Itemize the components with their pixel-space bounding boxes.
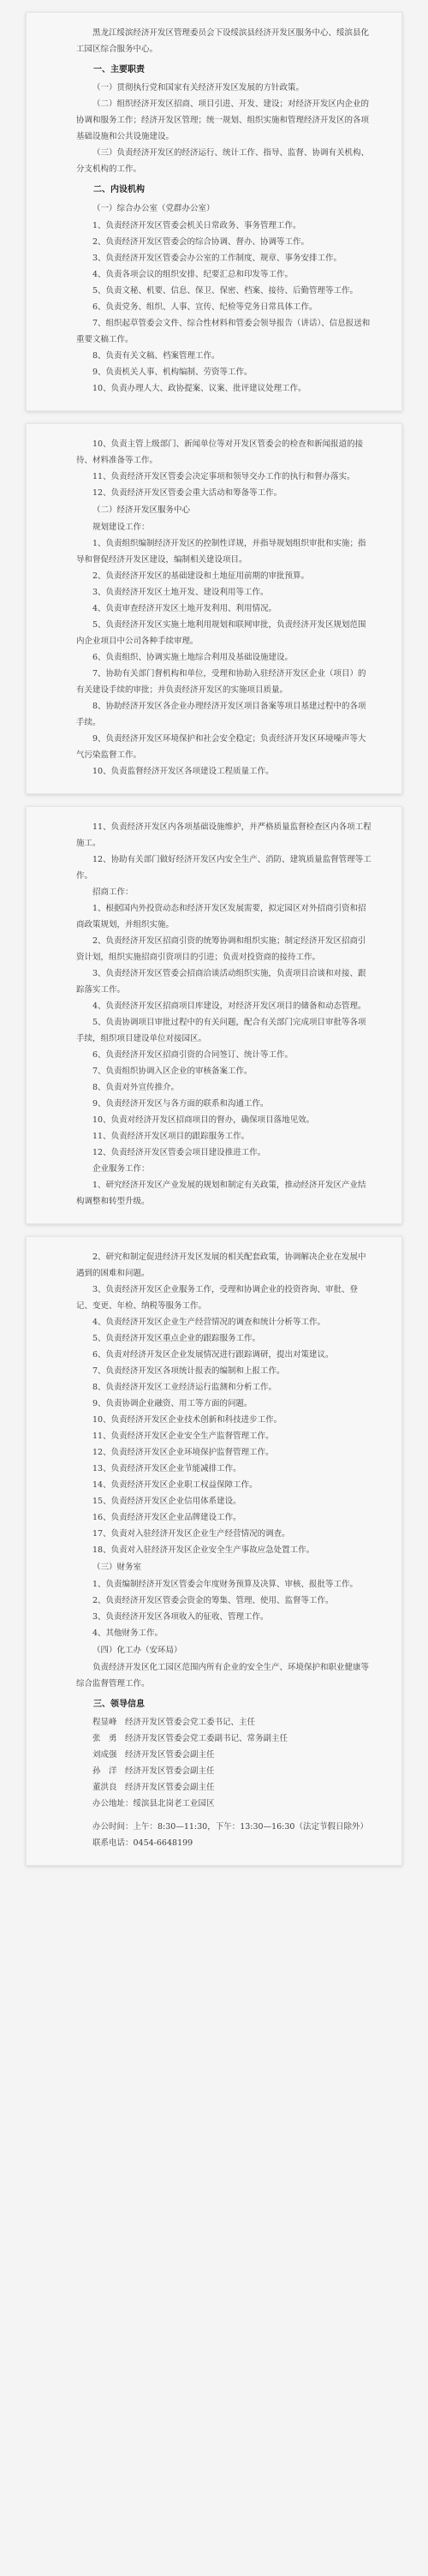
paragraph: 负责经济开发区化工园区范围内所有企业的安全生产、环境保护和职业健康等综合监督管理工作。 xyxy=(76,1663,370,1688)
paragraph: 7、负责经济开发区各项统计报表的编制和上报工作。 xyxy=(92,1366,285,1376)
paragraph: 董洪良 经济开发区管委会副主任 xyxy=(92,1783,215,1792)
subsection-heading: （三）财务室 xyxy=(92,1563,142,1572)
paragraph: 4、负责经济开发区招商项目库建设，对经济开发区项目的储备和动态管理。 xyxy=(92,1001,366,1011)
paragraph: 8、负责对外宣传推介。 xyxy=(92,1083,180,1092)
paragraph: 4、负责经济开发区企业生产经营情况的调查和统计分析等工作。 xyxy=(92,1318,326,1327)
paragraph: 黑龙江绥滨经济开发区管理委员会下设绥滨县经济开发区服务中心、绥滨县化工园区综合服务中心。 xyxy=(76,28,370,54)
paragraph: 10、负责经济开发区企业技术创新和科技进步工作。 xyxy=(92,1415,282,1425)
paragraph: 企业服务工作： xyxy=(92,1164,150,1174)
paragraph: 2、负责经济开发区管委会的综合协调、督办、协调等工作。 xyxy=(92,237,310,247)
paragraph: 5、负责协调项目审批过程中的有关问题，配合有关部门完成项目审批等各项手续，组织项目建设单位对接园区。 xyxy=(76,1018,366,1043)
paragraph: 孙 洋 经济开发区管委会副主任 xyxy=(92,1766,215,1776)
paragraph: 18、负责对入驻经济开发区企业安全生产事故应急处置工作。 xyxy=(92,1545,315,1555)
paragraph: 12、负责经济开发区管委会重大活动和筹备等工作。 xyxy=(92,488,282,498)
paragraph: 12、负责经济开发区企业环境保护监督管理工作。 xyxy=(92,1448,274,1457)
paragraph: 规划建设工作： xyxy=(92,523,150,532)
paragraph: （二）组织经济开发区招商、项目引进、开发、建设；对经济开发区内企业的协调和服务工作；经济开发区管理；统一规划、组织实施和管理经济开发区的各项基础设施和公共设施建设。 xyxy=(76,99,370,141)
paragraph: 17、负责对入驻经济开发区企业生产经营情况的调查。 xyxy=(92,1529,290,1539)
paragraph: 9、负责机关人事、机构编制、劳资等工作。 xyxy=(92,368,253,377)
paragraph: 12、负责经济开发区管委会项目建设推进工作。 xyxy=(92,1148,266,1157)
paragraph: 1、负责编制经济开发区管委会年度财务预算及决算、审核、报批等工作。 xyxy=(92,1580,359,1589)
subsection-heading: （四）化工办（安环局） xyxy=(92,1646,182,1655)
paragraph: 3、负责经济开发区各项收入的征收、管理工作。 xyxy=(92,1612,269,1622)
paragraph: 5、负责文秘、机要、信息、保卫、保密、档案、接待、后勤管理等工作。 xyxy=(92,286,359,296)
paragraph: 11、负责经济开发区企业安全生产监督管理工作。 xyxy=(92,1431,274,1441)
paragraph: 10、负责监督经济开发区各项建设工程质量工作。 xyxy=(92,767,274,776)
paragraph: 5、负责经济开发区实施土地利用规划和联网审批，负责经济开发区规划范围内企业项目中公司各种手续审理。 xyxy=(76,620,366,646)
paragraph: 联系电话：0454-6648199 xyxy=(92,1838,193,1848)
paragraph: 程显峰 经济开发区管委会党工委书记、主任 xyxy=(92,1718,256,1727)
spacer xyxy=(76,1812,374,1819)
paragraph: 办公地址：绥滨县北岗老工业园区 xyxy=(92,1799,215,1808)
section-heading: 二、内设机构 xyxy=(93,185,145,194)
paragraph: 14、负责经济开发区企业职工权益保障工作。 xyxy=(92,1480,258,1490)
paragraph: 15、负责经济开发区企业信用体系建设。 xyxy=(92,1497,241,1506)
paragraph: 7、组织起草管委会文件、综合性材料和管委会领导报告（讲话）、信息报送和重要文稿工作。 xyxy=(76,319,371,344)
paragraph: 6、负责经济开发区招商引资的合同签订、统计等工作。 xyxy=(92,1050,294,1060)
paragraph: 2、负责经济开发区的基础建设和土地征用前期的审批预算。 xyxy=(92,571,310,581)
content-card xyxy=(26,12,402,411)
paragraph: 6、负责对经济开发区企业发展情况进行跟踪调研，提出对策建议。 xyxy=(92,1350,334,1360)
paragraph: 2、负责经济开发区管委会资金的筹集、管理、使用、监督等工作。 xyxy=(92,1596,334,1605)
paragraph: 办公时间：上午：8:30—11:30，下午：13:30—16:30（法定节假日除外） xyxy=(92,1822,368,1832)
paragraph: 10、负责办理人大、政协提案、议案、批评建议处理工作。 xyxy=(92,384,306,393)
paragraph: 10、负责对经济开发区招商项目的督办，确保项目落地见效。 xyxy=(92,1115,315,1125)
paragraph: 1、负责组织编制经济开发区的控制性详规，并指导规划组织审批和实施；指导和督促经济开发区建设，编制相关建设项目。 xyxy=(76,539,366,565)
paragraph: （三）负责经济开发区的经济运行、统计工作、指导、监督、协调有关机构、分支机构的工作。 xyxy=(76,148,370,174)
paragraph: 7、负责组织协调入区企业的审核备案工作。 xyxy=(92,1067,253,1076)
paragraph: 3、负责经济开发区企业服务工作，受理和协调企业的投资咨询、审批、登记、变更、年检、纳税等服务工作。 xyxy=(76,1285,359,1311)
paragraph: 3、负责经济开发区管委会办公室的工作制度、规章、事务安排工作。 xyxy=(92,254,342,263)
paragraph: 8、协助经济开发区各企业办理经济开发区项目备案等项目基建过程中的各项手续。 xyxy=(76,702,366,727)
paragraph: 张 勇 经济开发区管委会党工委副书记、常务副主任 xyxy=(92,1734,288,1743)
paragraph: 13、负责经济开发区企业节能减排工作。 xyxy=(92,1464,241,1473)
paragraph: 11、负责经济开发区内各项基础设施维护，并严格质量监督检查区内各项工程施工。 xyxy=(76,822,372,848)
paragraph: 7、协助有关部门督机构和单位，受理和协助入驻经济开发区企业（项目）的有关建设手续的审批；并负责经济开发区的实施项目质量。 xyxy=(76,669,366,695)
paragraph: 3、负责经济开发区管委会招商洽谈活动组织实施，负责项目洽谈和对接、跟踪落实工作。 xyxy=(76,969,366,995)
paragraph: 8、负责有关文稿、档案管理工作。 xyxy=(92,351,220,361)
paragraph: 2、研究和制定促进经济开发区发展的相关配套政策，协调解决企业在发展中遇到的困难和问题。 xyxy=(76,1252,366,1278)
paragraph: 4、负责审查经济开发区土地开发利用、利用情况。 xyxy=(92,604,277,613)
paragraph: 9、负责协调企业融资、用工等方面的问题。 xyxy=(92,1399,253,1408)
paragraph: 9、负责经济开发区与各方面的联系和沟通工作。 xyxy=(92,1099,269,1109)
paragraph: 11、负责经济开发区管委会决定事项和领导交办工作的执行和督办落实。 xyxy=(92,472,355,481)
content-card xyxy=(26,1236,402,1866)
paragraph: 6、负责组织、协调实施土地综合利用及基础设施建设。 xyxy=(92,653,294,662)
paragraph: 11、负责经济开发区项目的跟踪服务工作。 xyxy=(92,1132,250,1141)
paragraph: （一）贯彻执行党和国家有关经济开发区发展的方针政策。 xyxy=(92,83,305,93)
content-card xyxy=(26,423,402,794)
paragraph: 5、负责经济开发区重点企业的跟踪服务工作。 xyxy=(92,1334,261,1343)
paragraph: 8、负责经济开发区工业经济运行监测和分析工作。 xyxy=(92,1383,277,1392)
paragraph: 1、根据国内外投资动态和经济开发区发展需要，拟定园区对外招商引资和招商政策规划，并组织实施。 xyxy=(76,904,366,929)
paragraph: 刘成强 经济开发区管委会副主任 xyxy=(92,1750,215,1760)
paragraph: 2、负责经济开发区招商引资的统筹协调和组织实施；制定经济开发区招商引资计划，组织实施招商引资项目的引进；负责对投资商的接待工作。 xyxy=(76,936,366,962)
paragraph: 16、负责经济开发区企业品牌建设工作。 xyxy=(92,1513,241,1522)
subsection-heading: （一）综合办公室（党群办公室） xyxy=(92,204,215,213)
paragraph: 1、研究经济开发区产业发展的规划和制定有关政策，推动经济开发区产业结构调整和转型升级。 xyxy=(76,1180,366,1206)
paragraph: 6、负责党务、组织、人事、宣传、纪检等党务日常具体工作。 xyxy=(92,302,318,312)
paragraph: 3、负责经济开发区土地开发、建设利用等工作。 xyxy=(92,588,269,597)
paragraph: 9、负责经济开发区环境保护和社会安全稳定；负责经济开发区环境噪声等大气污染监督工作。 xyxy=(76,734,366,760)
paragraph: 4、负责各项会议的组织安排、纪要汇总和印发等工作。 xyxy=(92,270,294,279)
paragraph: 招商工作： xyxy=(92,888,134,897)
paragraph: 1、负责经济开发区管委会机关日常政务、事务管理工作。 xyxy=(92,221,301,230)
content-card xyxy=(26,806,402,1224)
paragraph: 4、其他财务工作。 xyxy=(92,1629,163,1638)
paragraph: 10、负责主管上级部门、新闻单位等对开发区管委会的检查和新闻报道的接待、材料准备等工作。 xyxy=(76,439,364,465)
section-heading: 三、领导信息 xyxy=(93,1700,145,1709)
subsection-heading: （二）经济开发区服务中心 xyxy=(92,505,191,515)
section-heading: 一、主要职责 xyxy=(93,65,145,75)
paragraph: 12、协助有关部门做好经济开发区内安全生产、消防、建筑质量监督管理等工作。 xyxy=(76,855,372,881)
